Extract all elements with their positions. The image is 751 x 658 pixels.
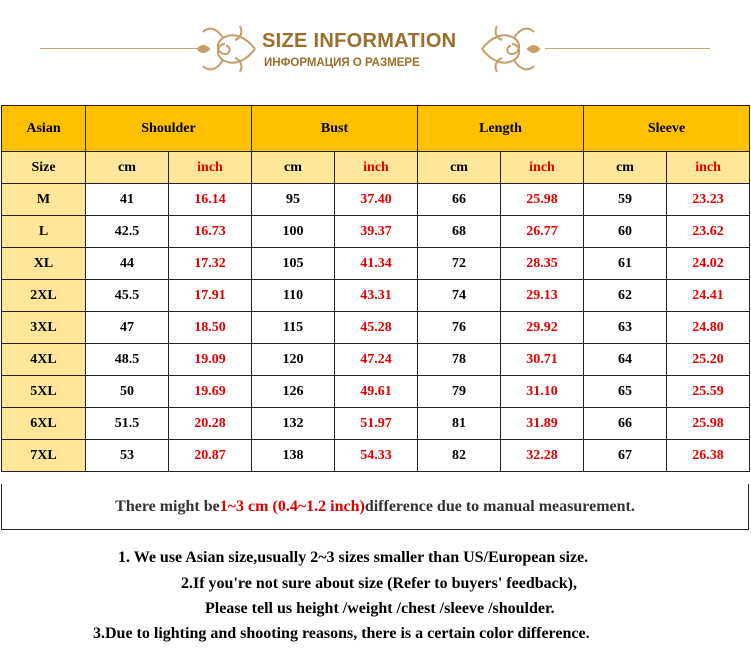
unit-inch: inch bbox=[667, 152, 750, 184]
length-cm-cell: 82 bbox=[418, 440, 501, 472]
length-inch-cell: 31.10 bbox=[501, 376, 584, 408]
instruction-line-2: 2.If you're not sure about size (Refer to buyers' feedback), bbox=[181, 575, 577, 592]
header-asian: Asian bbox=[2, 106, 86, 152]
unit-cm: cm bbox=[418, 152, 501, 184]
banner-divider-left bbox=[40, 48, 200, 49]
bust-inch-cell: 39.37 bbox=[335, 216, 418, 248]
table-unit-row bbox=[2, 152, 750, 184]
size-info-banner bbox=[0, 0, 751, 100]
length-cm-cell: 78 bbox=[418, 344, 501, 376]
size-chart-table bbox=[1, 105, 750, 472]
shoulder-inch-cell: 16.14 bbox=[169, 184, 252, 216]
size-cell: XL bbox=[2, 248, 86, 280]
banner-title: SIZE INFORMATION bbox=[262, 30, 457, 52]
shoulder-inch-cell: 19.69 bbox=[169, 376, 252, 408]
shoulder-inch-cell: 17.91 bbox=[169, 280, 252, 312]
table-row bbox=[2, 184, 750, 216]
unit-inch: inch bbox=[169, 152, 252, 184]
shoulder-inch-cell: 18.50 bbox=[169, 312, 252, 344]
bust-cm-cell: 132 bbox=[252, 408, 335, 440]
note-highlight: 1~3 cm (0.4~1.2 inch) bbox=[219, 497, 365, 515]
shoulder-inch-cell: 17.32 bbox=[169, 248, 252, 280]
header-bust: Bust bbox=[252, 106, 418, 152]
header-shoulder: Shoulder bbox=[86, 106, 252, 152]
sleeve-cm-cell: 61 bbox=[584, 248, 667, 280]
bust-inch-cell: 47.24 bbox=[335, 344, 418, 376]
size-cell: 5XL bbox=[2, 376, 86, 408]
bust-cm-cell: 120 bbox=[252, 344, 335, 376]
unit-cm: cm bbox=[252, 152, 335, 184]
table-header-row bbox=[2, 106, 750, 152]
banner-divider-right bbox=[545, 48, 710, 49]
sleeve-cm-cell: 64 bbox=[584, 344, 667, 376]
table-row bbox=[2, 376, 750, 408]
length-inch-cell: 30.71 bbox=[501, 344, 584, 376]
bust-cm-cell: 100 bbox=[252, 216, 335, 248]
shoulder-inch-cell: 19.09 bbox=[169, 344, 252, 376]
bust-cm-cell: 126 bbox=[252, 376, 335, 408]
length-inch-cell: 25.98 bbox=[501, 184, 584, 216]
size-cell: M bbox=[2, 184, 86, 216]
unit-size-label: Size bbox=[2, 152, 86, 184]
instruction-line-4: 3.Due to lighting and shooting reasons, there is a certain color difference. bbox=[93, 625, 590, 642]
bust-cm-cell: 110 bbox=[252, 280, 335, 312]
shoulder-inch-cell: 20.28 bbox=[169, 408, 252, 440]
sleeve-inch-cell: 26.38 bbox=[667, 440, 750, 472]
shoulder-cm-cell: 48.5 bbox=[86, 344, 169, 376]
size-cell: 2XL bbox=[2, 280, 86, 312]
unit-cm: cm bbox=[86, 152, 169, 184]
bust-inch-cell: 54.33 bbox=[335, 440, 418, 472]
sleeve-inch-cell: 24.80 bbox=[667, 312, 750, 344]
shoulder-cm-cell: 53 bbox=[86, 440, 169, 472]
note-prefix: There might be bbox=[115, 497, 220, 515]
length-inch-cell: 29.92 bbox=[501, 312, 584, 344]
sleeve-inch-cell: 24.02 bbox=[667, 248, 750, 280]
length-cm-cell: 74 bbox=[418, 280, 501, 312]
sleeve-inch-cell: 23.23 bbox=[667, 184, 750, 216]
unit-inch: inch bbox=[335, 152, 418, 184]
size-cell: 7XL bbox=[2, 440, 86, 472]
length-cm-cell: 79 bbox=[418, 376, 501, 408]
table-row bbox=[2, 440, 750, 472]
length-inch-cell: 26.77 bbox=[501, 216, 584, 248]
ornament-right-icon bbox=[472, 18, 542, 80]
shoulder-cm-cell: 51.5 bbox=[86, 408, 169, 440]
table-row bbox=[2, 408, 750, 440]
shoulder-cm-cell: 50 bbox=[86, 376, 169, 408]
length-cm-cell: 76 bbox=[418, 312, 501, 344]
size-cell: 6XL bbox=[2, 408, 86, 440]
sleeve-inch-cell: 23.62 bbox=[667, 216, 750, 248]
bust-inch-cell: 43.31 bbox=[335, 280, 418, 312]
bust-inch-cell: 51.97 bbox=[335, 408, 418, 440]
sleeve-inch-cell: 25.20 bbox=[667, 344, 750, 376]
ornament-left-icon bbox=[195, 18, 265, 80]
table-row bbox=[2, 312, 750, 344]
length-cm-cell: 66 bbox=[418, 184, 501, 216]
shoulder-cm-cell: 41 bbox=[86, 184, 169, 216]
table-row bbox=[2, 280, 750, 312]
sleeve-cm-cell: 66 bbox=[584, 408, 667, 440]
shoulder-cm-cell: 44 bbox=[86, 248, 169, 280]
shoulder-inch-cell: 20.87 bbox=[169, 440, 252, 472]
shoulder-cm-cell: 42.5 bbox=[86, 216, 169, 248]
sleeve-cm-cell: 62 bbox=[584, 280, 667, 312]
length-inch-cell: 31.89 bbox=[501, 408, 584, 440]
length-cm-cell: 68 bbox=[418, 216, 501, 248]
sleeve-inch-cell: 25.59 bbox=[667, 376, 750, 408]
bust-inch-cell: 49.61 bbox=[335, 376, 418, 408]
header-sleeve: Sleeve bbox=[584, 106, 750, 152]
size-cell: 4XL bbox=[2, 344, 86, 376]
sleeve-inch-cell: 25.98 bbox=[667, 408, 750, 440]
bust-cm-cell: 95 bbox=[252, 184, 335, 216]
bust-cm-cell: 138 bbox=[252, 440, 335, 472]
bust-inch-cell: 41.34 bbox=[335, 248, 418, 280]
sleeve-cm-cell: 65 bbox=[584, 376, 667, 408]
shoulder-inch-cell: 16.73 bbox=[169, 216, 252, 248]
length-cm-cell: 72 bbox=[418, 248, 501, 280]
measurement-note bbox=[1, 484, 749, 530]
table-row bbox=[2, 248, 750, 280]
instruction-line-3: Please tell us height /weight /chest /sleeve /shoulder. bbox=[205, 600, 555, 617]
size-cell: L bbox=[2, 216, 86, 248]
note-suffix: difference due to manual measurement. bbox=[364, 497, 635, 515]
sleeve-cm-cell: 67 bbox=[584, 440, 667, 472]
bust-cm-cell: 105 bbox=[252, 248, 335, 280]
unit-inch: inch bbox=[501, 152, 584, 184]
sleeve-cm-cell: 60 bbox=[584, 216, 667, 248]
sleeve-cm-cell: 59 bbox=[584, 184, 667, 216]
bust-inch-cell: 37.40 bbox=[335, 184, 418, 216]
unit-cm: cm bbox=[584, 152, 667, 184]
banner-subtitle: ИНФОРМАЦИЯ О РАЗМЕРЕ bbox=[264, 57, 420, 69]
instruction-line-1: 1. We use Asian size,usually 2~3 sizes smaller than US/European size. bbox=[118, 549, 589, 566]
header-length: Length bbox=[418, 106, 584, 152]
length-cm-cell: 81 bbox=[418, 408, 501, 440]
table-row bbox=[2, 216, 750, 248]
length-inch-cell: 28.35 bbox=[501, 248, 584, 280]
size-cell: 3XL bbox=[2, 312, 86, 344]
shoulder-cm-cell: 45.5 bbox=[86, 280, 169, 312]
table-row bbox=[2, 344, 750, 376]
bust-cm-cell: 115 bbox=[252, 312, 335, 344]
sleeve-cm-cell: 63 bbox=[584, 312, 667, 344]
length-inch-cell: 29.13 bbox=[501, 280, 584, 312]
sleeve-inch-cell: 24.41 bbox=[667, 280, 750, 312]
length-inch-cell: 32.28 bbox=[501, 440, 584, 472]
bust-inch-cell: 45.28 bbox=[335, 312, 418, 344]
shoulder-cm-cell: 47 bbox=[86, 312, 169, 344]
